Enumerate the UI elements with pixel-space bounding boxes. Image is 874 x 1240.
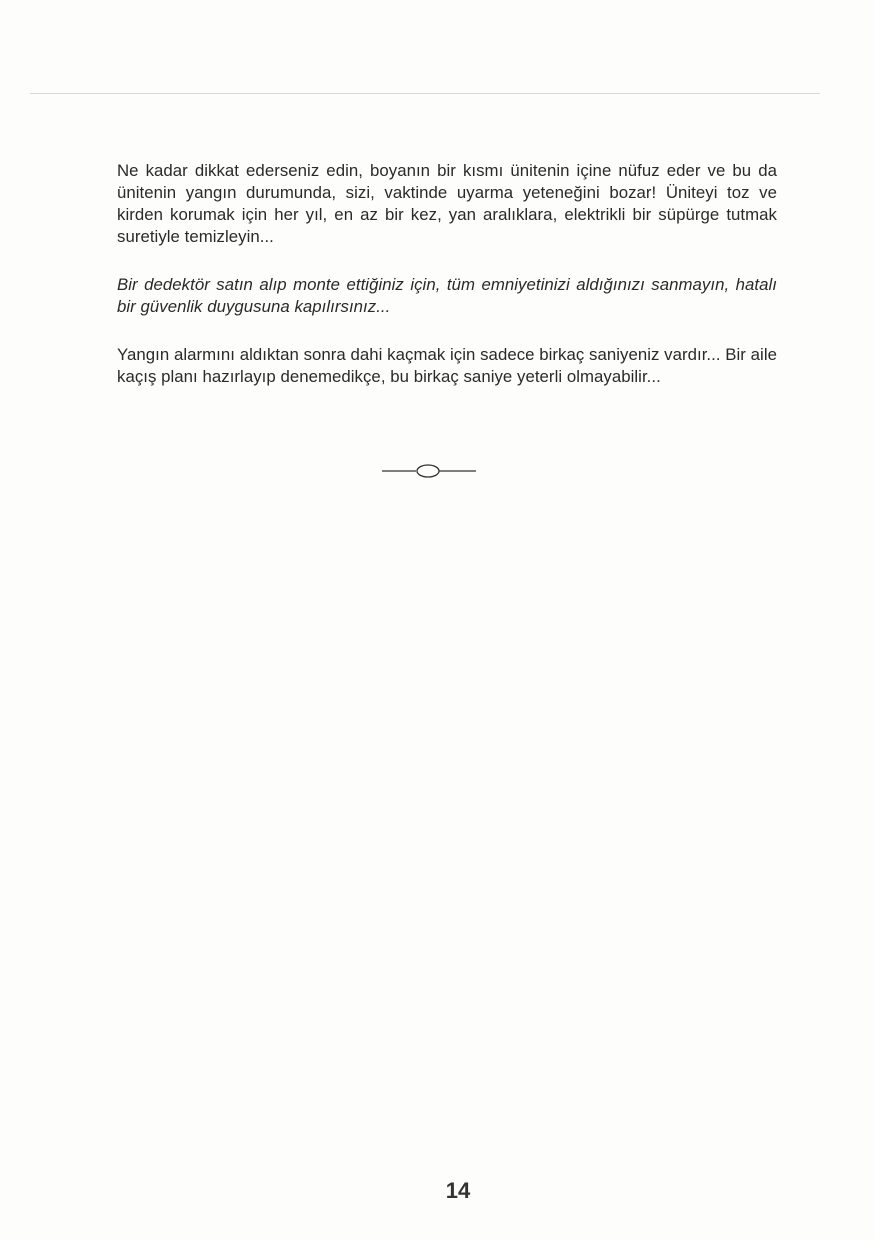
header-rule: [30, 93, 820, 94]
paragraph-paint-warning: Ne kadar dikkat ederseniz edin, boyanın bir kısmı ünitenin içine nüfuz eder ve bu da ünitenin yangın durumunda, sizi, vaktinde uyarma yeteneğini bozar! Üniteyi toz ve kirden korumak için her yıl, en az bir kez, yan aralıklara, elektrikli bir süpürge tutmak suretiyle temizleyin...: [117, 161, 777, 246]
body-text: [117, 160, 777, 388]
page-number: 14: [445, 1178, 471, 1203]
paragraph-false-security: Bir dedektör satın alıp monte ettiğiniz için, tüm emniyetinizi aldığınızı sanmayın, hatalı bir güvenlik duygusuna kapılırsınız...: [117, 275, 777, 316]
paragraph-escape-plan: Yangın alarmını aldıktan sonra dahi kaçmak için sadece birkaç saniyeniz vardır... Bir aile kaçış planı hazırlayıp denemedikçe, bu birkaç saniye yeterli olmayabilir...: [117, 345, 777, 386]
section-divider-ornament: [382, 462, 476, 480]
